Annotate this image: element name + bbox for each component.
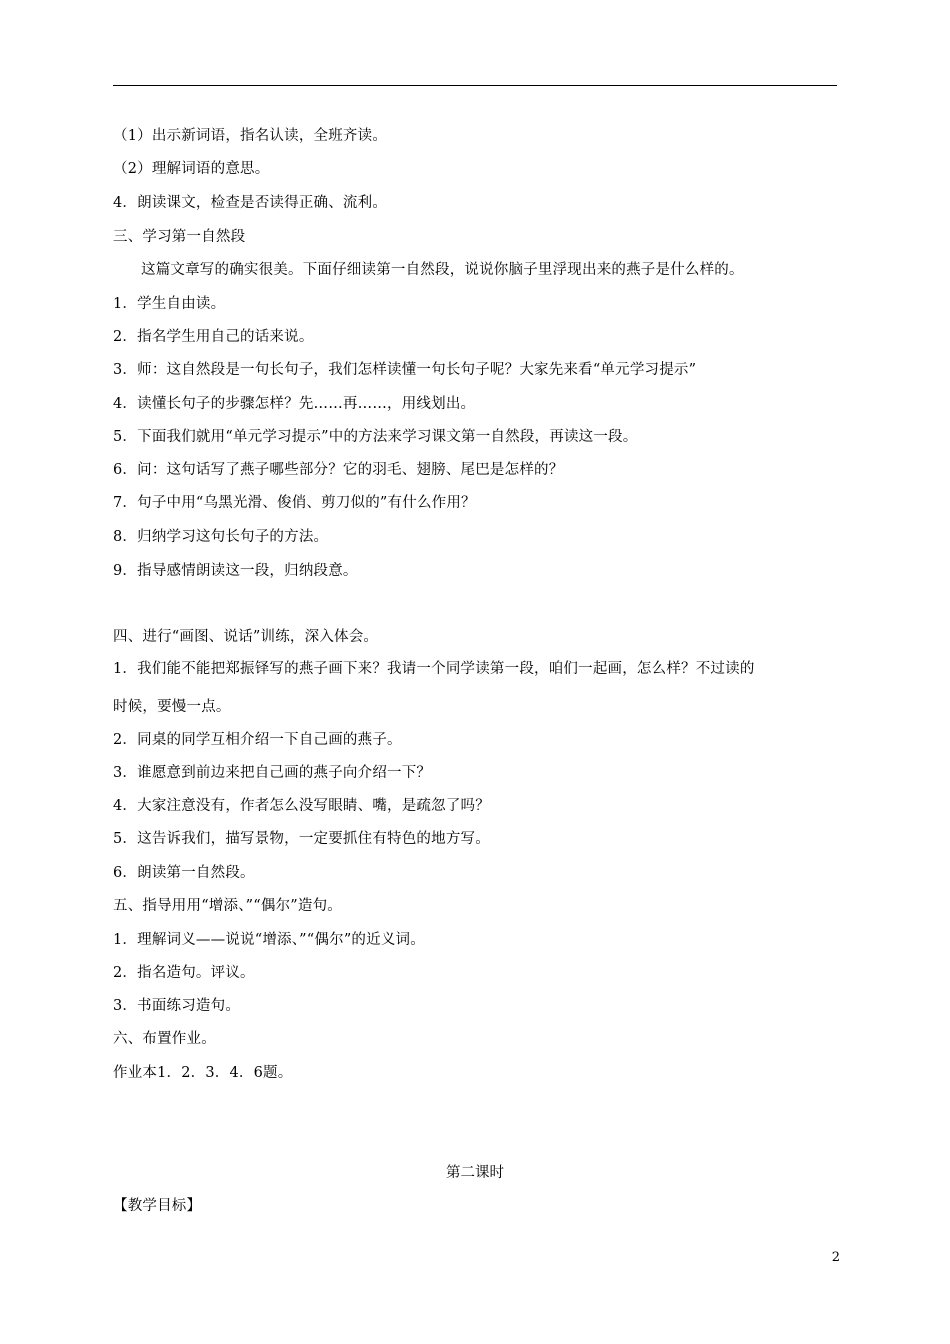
text-line: 1．理解词义——说说“增添、”“偶尔”的近义词。 (113, 932, 425, 948)
text-line: 9．指导感情朗读这一段，归纳段意。 (113, 563, 358, 579)
text-line: 3．书面练习造句。 (113, 998, 241, 1014)
text-line: 2．同桌的同学互相介绍一下自己画的燕子。 (113, 732, 402, 748)
section-heading: 三、学习第一自然段 (113, 229, 246, 245)
text-line: 2．指名学生用自己的话来说。 (113, 329, 314, 345)
text-line: （2）理解词语的意思。 (113, 161, 270, 177)
section-title: 第二课时 (446, 1165, 504, 1181)
text-line: 1．我们能不能把郑振铎写的燕子画下来？我请一个同学读第一段，咱们一起画，怎么样？不过读的 (113, 661, 755, 677)
section-heading: 四、进行“画图、说话”训练，深入体会。 (113, 629, 379, 645)
text-line: 4．大家注意没有，作者怎么没写眼睛、嘴，是疏忽了吗？ (113, 798, 490, 814)
text-line: 3．谁愿意到前边来把自己画的燕子向介绍一下？ (113, 765, 432, 781)
text-line: 6．朗读第一自然段。 (113, 865, 255, 881)
page-number: 2 (831, 1250, 840, 1265)
text-line: 2．指名造句。评议。 (113, 965, 255, 981)
text-line: 1．学生自由读。 (113, 296, 226, 312)
text-line: 这篇文章写的确实很美。下面仔细读第一自然段，说说你脑子里浮现出来的燕子是什么样的。 (141, 262, 744, 278)
text-line: 6．问：这句话写了燕子哪些部分？它的羽毛、翅膀、尾巴是怎样的？ (113, 462, 564, 478)
section-heading: 五、指导用用“增添、”“偶尔”造句。 (113, 898, 343, 914)
text-line: 5．下面我们就用“单元学习提示”中的方法来学习课文第一自然段，再读这一段。 (113, 429, 638, 445)
text-line: 7．句子中用“乌黑光滑、俊俏、剪刀似的”有什么作用？ (113, 495, 476, 511)
text-line: 3．师：这自然段是一句长句子，我们怎样读懂一句长句子呢？大家先来看“单元学习提示” (113, 362, 697, 378)
text-line: （1）出示新词语，指名认读，全班齐读。 (113, 128, 388, 144)
header-rule (113, 85, 837, 86)
text-line: 时候，要慢一点。 (113, 699, 231, 715)
bracket-heading: 【教学目标】 (113, 1198, 202, 1214)
text-line: 4．朗读课文，检查是否读得正确、流利。 (113, 195, 388, 211)
text-line: 4．读懂长句子的步骤怎样？先……再……，用线划出。 (113, 396, 476, 412)
text-line: 5．这告诉我们，描写景物，一定要抓住有特色的地方写。 (113, 831, 490, 847)
text-line: 作业本1．2．3．4．6题。 (113, 1065, 293, 1081)
text-line: 8．归纳学习这句长句子的方法。 (113, 529, 329, 545)
section-heading: 六、布置作业。 (113, 1031, 216, 1047)
